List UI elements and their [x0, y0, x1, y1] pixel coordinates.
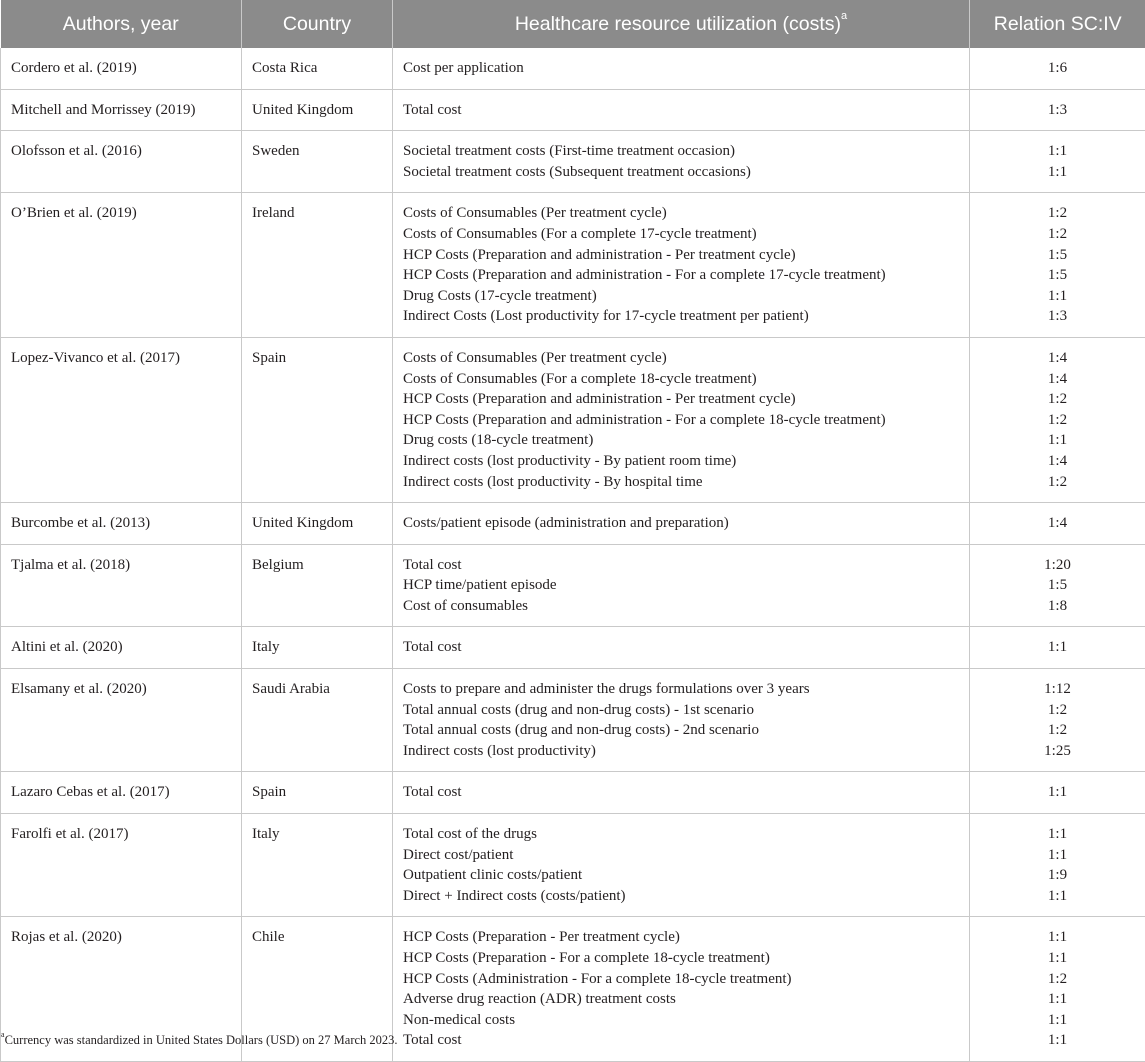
author-cell: Burcombe et al. (2013) — [1, 503, 242, 545]
cost-item: Total cost — [403, 637, 959, 658]
table-row — [1, 48, 1145, 89]
relation-value: 1:3 — [980, 100, 1135, 121]
country-cell: Saudi Arabia — [242, 669, 393, 772]
relation-cell — [970, 669, 1145, 772]
cost-item: Costs of Consumables (For a complete 18-cycle treatment) — [403, 369, 959, 390]
country-cell: Ireland — [242, 193, 393, 338]
author-cell: Mitchell and Morrissey (2019) — [1, 89, 242, 131]
relation-value: 1:1 — [980, 1010, 1135, 1031]
cost-item: HCP Costs (Preparation and administration - For a complete 17-cycle treatment) — [403, 265, 959, 286]
cost-item: Drug Costs (17-cycle treatment) — [403, 286, 959, 307]
cost-item: Societal treatment costs (Subsequent treatment occasions) — [403, 162, 959, 183]
footnote-marker: a — [1, 1030, 5, 1039]
relation-value: 1:4 — [980, 369, 1135, 390]
cost-item: HCP Costs (Administration - For a complete 18-cycle treatment) — [403, 969, 959, 990]
cost-item: Costs to prepare and administer the drugs formulations over 3 years — [403, 679, 959, 700]
table-row — [1, 669, 1145, 772]
relation-cell — [970, 627, 1145, 669]
cost-item: Total cost — [403, 1030, 959, 1051]
relation-cell — [970, 503, 1145, 545]
relation-value: 1:5 — [980, 265, 1135, 286]
cost-item: Drug costs (18-cycle treatment) — [403, 430, 959, 451]
relation-value: 1:2 — [980, 203, 1135, 224]
country-cell: Chile — [242, 917, 393, 1062]
relation-value: 1:4 — [980, 513, 1135, 534]
cost-items-cell — [393, 131, 970, 193]
relation-value: 1:1 — [980, 927, 1135, 948]
author-cell: Cordero et al. (2019) — [1, 48, 242, 89]
cost-item: Total annual costs (drug and non-drug costs) - 2nd scenario — [403, 720, 959, 741]
relation-value: 1:1 — [980, 948, 1135, 969]
table-row — [1, 627, 1145, 669]
author-cell: Lazaro Cebas et al. (2017) — [1, 772, 242, 814]
author-cell: O’Brien et al. (2019) — [1, 193, 242, 338]
relation-cell — [970, 814, 1145, 917]
relation-cell — [970, 917, 1145, 1062]
table-row — [1, 503, 1145, 545]
cost-item: Adverse drug reaction (ADR) treatment costs — [403, 989, 959, 1010]
relation-value: 1:1 — [980, 141, 1135, 162]
cost-item: Total annual costs (drug and non-drug costs) - 1st scenario — [403, 700, 959, 721]
relation-value: 1:2 — [980, 389, 1135, 410]
country-cell: Italy — [242, 814, 393, 917]
relation-cell — [970, 89, 1145, 131]
author-cell: Tjalma et al. (2018) — [1, 544, 242, 627]
relation-value: 1:12 — [980, 679, 1135, 700]
cost-item: HCP Costs (Preparation and administration - Per treatment cycle) — [403, 389, 959, 410]
relation-value: 1:1 — [980, 637, 1135, 658]
country-cell: United Kingdom — [242, 89, 393, 131]
cost-item: HCP Costs (Preparation and administration - Per treatment cycle) — [403, 245, 959, 266]
country-cell: Sweden — [242, 131, 393, 193]
header-utilization — [393, 0, 970, 48]
author-cell: Olofsson et al. (2016) — [1, 131, 242, 193]
table-row — [1, 193, 1145, 338]
relation-value: 1:4 — [980, 348, 1135, 369]
cost-items-cell — [393, 503, 970, 545]
relation-value: 1:1 — [980, 430, 1135, 451]
relation-value: 1:2 — [980, 410, 1135, 431]
cost-item: Costs of Consumables (Per treatment cycle) — [403, 348, 959, 369]
country-cell: Spain — [242, 772, 393, 814]
table-row — [1, 772, 1145, 814]
relation-cell — [970, 131, 1145, 193]
relation-cell — [970, 772, 1145, 814]
cost-items-cell — [393, 48, 970, 89]
cost-items-cell — [393, 669, 970, 772]
relation-value: 1:1 — [980, 162, 1135, 183]
relation-value: 1:20 — [980, 555, 1135, 576]
cost-item: HCP time/patient episode — [403, 575, 959, 596]
cost-item: HCP Costs (Preparation - Per treatment cycle) — [403, 927, 959, 948]
country-cell: United Kingdom — [242, 503, 393, 545]
relation-value: 1:9 — [980, 865, 1135, 886]
relation-cell — [970, 193, 1145, 338]
cost-items-cell — [393, 89, 970, 131]
country-cell: Costa Rica — [242, 48, 393, 89]
relation-value: 1:1 — [980, 782, 1135, 803]
header-utilization-label: Healthcare resource utilization (costs) — [515, 13, 841, 35]
cost-item: HCP Costs (Preparation and administration - For a complete 18-cycle treatment) — [403, 410, 959, 431]
author-cell: Altini et al. (2020) — [1, 627, 242, 669]
cost-item: Total cost — [403, 782, 959, 803]
cost-item: Indirect costs (lost productivity) — [403, 741, 959, 762]
author-cell: Rojas et al. (2020) — [1, 917, 242, 1062]
cost-items-cell — [393, 544, 970, 627]
relation-value: 1:1 — [980, 824, 1135, 845]
cost-item: Indirect Costs (Lost productivity for 17-cycle treatment per patient) — [403, 306, 959, 327]
table-row — [1, 544, 1145, 627]
cost-item: Total cost — [403, 100, 959, 121]
country-cell: Italy — [242, 627, 393, 669]
cost-item: Total cost — [403, 555, 959, 576]
table-row — [1, 89, 1145, 131]
relation-value: 1:1 — [980, 1030, 1135, 1051]
table-row — [1, 814, 1145, 917]
cost-item: Direct cost/patient — [403, 845, 959, 866]
cost-item: Costs of Consumables (For a complete 17-cycle treatment) — [403, 224, 959, 245]
relation-cell — [970, 544, 1145, 627]
relation-value: 1:5 — [980, 245, 1135, 266]
relation-value: 1:4 — [980, 451, 1135, 472]
relation-value: 1:1 — [980, 286, 1135, 307]
relation-value: 1:2 — [980, 720, 1135, 741]
cost-item: Indirect costs (lost productivity - By patient room time) — [403, 451, 959, 472]
footnote-text: Currency was standardized in United States Dollars (USD) on 27 March 2023. — [5, 1033, 398, 1047]
cost-items-cell — [393, 337, 970, 502]
cost-item: HCP Costs (Preparation - For a complete 18-cycle treatment) — [403, 948, 959, 969]
footnote-marker: a — [841, 10, 847, 22]
relation-value: 1:25 — [980, 741, 1135, 762]
table-row — [1, 131, 1145, 193]
relation-cell — [970, 337, 1145, 502]
cost-item: Total cost of the drugs — [403, 824, 959, 845]
header-country: Country — [242, 0, 393, 48]
header-relation: Relation SC:IV — [970, 0, 1145, 48]
cost-item: Costs of Consumables (Per treatment cycle) — [403, 203, 959, 224]
relation-value: 1:1 — [980, 845, 1135, 866]
cost-item: Outpatient clinic costs/patient — [403, 865, 959, 886]
relation-value: 1:5 — [980, 575, 1135, 596]
header-authors: Authors, year — [1, 0, 242, 48]
table-header — [1, 0, 1145, 48]
cost-items-cell — [393, 814, 970, 917]
cost-item: Direct + Indirect costs (costs/patient) — [403, 886, 959, 907]
cost-item: Cost per application — [403, 58, 959, 79]
country-cell: Belgium — [242, 544, 393, 627]
relation-value: 1:8 — [980, 596, 1135, 617]
author-cell: Lopez-Vivanco et al. (2017) — [1, 337, 242, 502]
relation-value: 1:1 — [980, 886, 1135, 907]
relation-value: 1:3 — [980, 306, 1135, 327]
relation-value: 1:2 — [980, 472, 1135, 493]
cost-item: Indirect costs (lost productivity - By hospital time — [403, 472, 959, 493]
relation-value: 1:1 — [980, 989, 1135, 1010]
relation-cell — [970, 48, 1145, 89]
relation-value: 1:2 — [980, 700, 1135, 721]
footnote — [1, 1032, 398, 1048]
table-row — [1, 337, 1145, 502]
cost-item: Societal treatment costs (First-time treatment occasion) — [403, 141, 959, 162]
cost-items-cell — [393, 627, 970, 669]
cost-items-cell — [393, 193, 970, 338]
header-row — [1, 0, 1145, 48]
table-body — [1, 48, 1145, 1061]
relation-value: 1:2 — [980, 969, 1135, 990]
relation-value: 1:2 — [980, 224, 1135, 245]
author-cell: Farolfi et al. (2017) — [1, 814, 242, 917]
cost-item: Non-medical costs — [403, 1010, 959, 1031]
relation-value: 1:6 — [980, 58, 1135, 79]
country-cell: Spain — [242, 337, 393, 502]
cost-items-cell — [393, 772, 970, 814]
cost-item: Cost of consumables — [403, 596, 959, 617]
author-cell: Elsamany et al. (2020) — [1, 669, 242, 772]
cost-items-cell — [393, 917, 970, 1062]
cost-item: Costs/patient episode (administration and preparation) — [403, 513, 959, 534]
